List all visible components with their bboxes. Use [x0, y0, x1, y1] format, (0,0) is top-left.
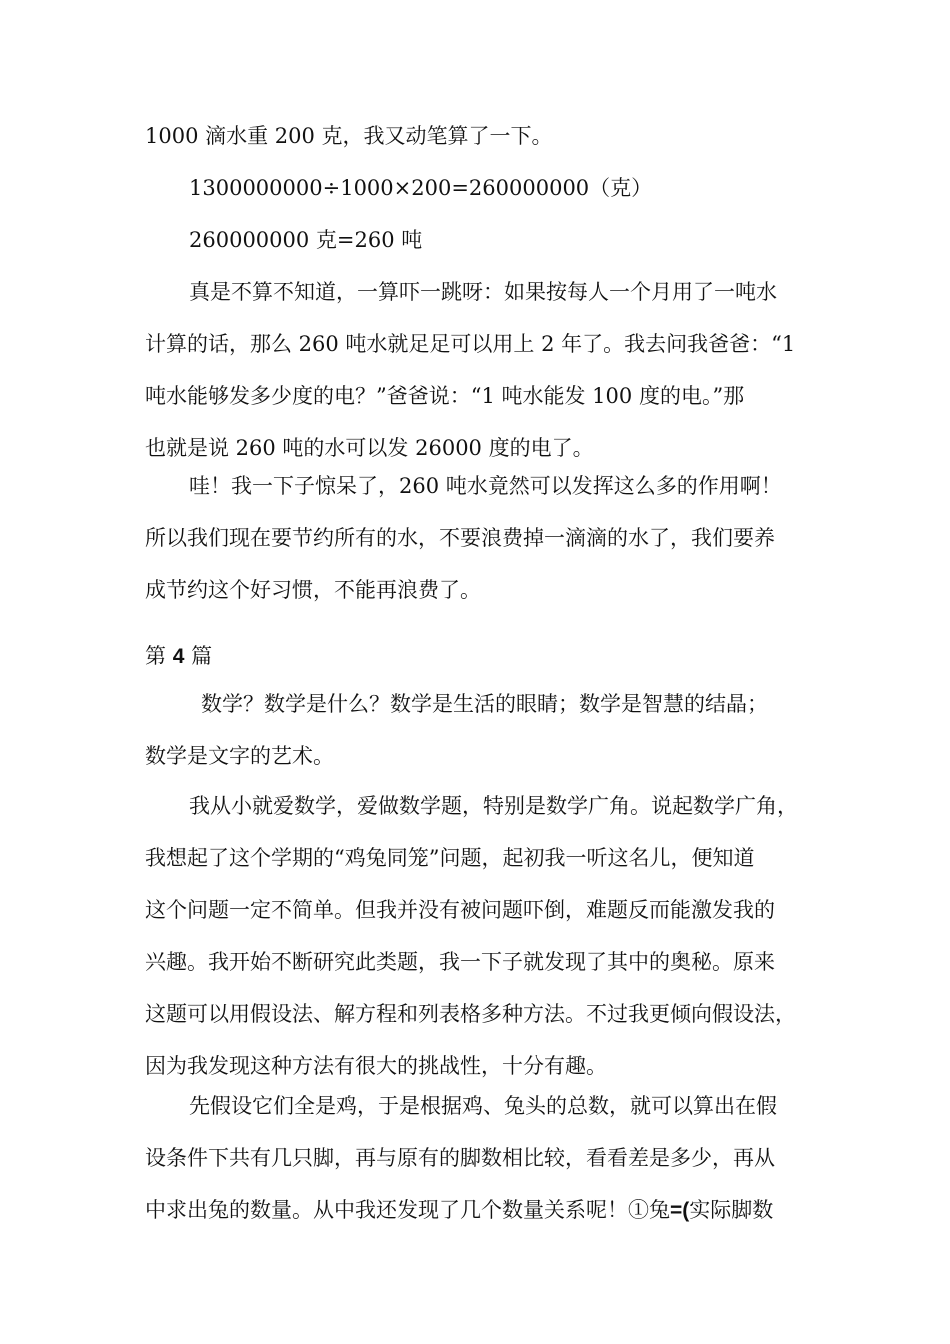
text-line: 先假设它们全是鸡，于是根据鸡、兔头的总数，就可以算出在假 [189, 1094, 777, 1118]
paragraph-surprise [145, 266, 810, 474]
text-line: 也就是说 260 吨的水可以发 26000 度的电了。 [145, 436, 594, 460]
text-line: 所以我们现在要节约所有的水，不要浪费掉一滴滴的水了，我们要养 [145, 526, 775, 550]
text-line-last [145, 1184, 810, 1236]
text-segment: 中求出兔的数量。从中我还发现了几个数量关系呢！①兔 [145, 1198, 670, 1222]
text-line: 吨水能够发多少度的电？”爸爸说：“1 吨水能发 100 度的电。”那 [145, 384, 745, 408]
paragraph-assumption-method [145, 1080, 810, 1236]
paragraph-conclusion [145, 460, 810, 616]
text-line: 这题可以用假设法、解方程和列表格多种方法。不过我更倾向假设法， [145, 1002, 796, 1026]
section-heading [145, 630, 212, 683]
text-line: 我想起了这个学期的“鸡兔同笼”问题，起初我一听这名儿，便知道 [145, 846, 755, 870]
text-line: 260000000 克=260 吨 [189, 228, 423, 252]
heading-suffix: 篇 [191, 644, 213, 668]
text-line: 哇！我一下子惊呆了，260 吨水竟然可以发挥这么多的作用啊！ [189, 474, 782, 498]
text-segment: 实际脚数 [689, 1198, 774, 1222]
text-line: 成节约这个好习惯，不能再浪费了。 [145, 578, 481, 602]
text-line: 我从小就爱数学，爱做数学题，特别是数学广角。说起数学广角， [189, 794, 798, 818]
paragraph-what-is-math [145, 678, 810, 782]
heading-number: 4 [172, 645, 185, 668]
text-line: 设条件下共有几只脚，再与原有的脚数相比较，看看差是多少，再从 [145, 1146, 775, 1170]
text-line: 兴趣。我开始不断研究此类题，我一下子就发现了其中的奥秘。原来 [145, 950, 775, 974]
text-line: 真是不算不知道，一算吓一跳呀：如果按每人一个月用了一吨水 [189, 280, 777, 304]
text-line: 因为我发现这种方法有很大的挑战性，十分有趣。 [145, 1054, 607, 1078]
text-line: 计算的话，那么 260 吨水就足足可以用上 2 年了。我去问我爸爸：“1 [145, 332, 796, 356]
text-line: 数学是文字的艺术。 [145, 744, 334, 768]
text-line: 1300000000÷1000×200=260000000（克） [189, 176, 653, 200]
text-line: 这个问题一定不简单。但我并没有被问题吓倒，难题反而能激发我的 [145, 898, 775, 922]
paragraph-calc-intro [145, 110, 810, 266]
paragraph-chicken-rabbit [145, 780, 810, 1092]
text-line: 数学？数学是什么？数学是生活的眼睛；数学是智慧的结晶； [201, 692, 768, 716]
text-line: 1000 滴水重 200 克，我又动笔算了一下。 [145, 124, 553, 148]
heading-prefix: 第 [145, 644, 166, 668]
formula-operator: =( [670, 1199, 690, 1222]
